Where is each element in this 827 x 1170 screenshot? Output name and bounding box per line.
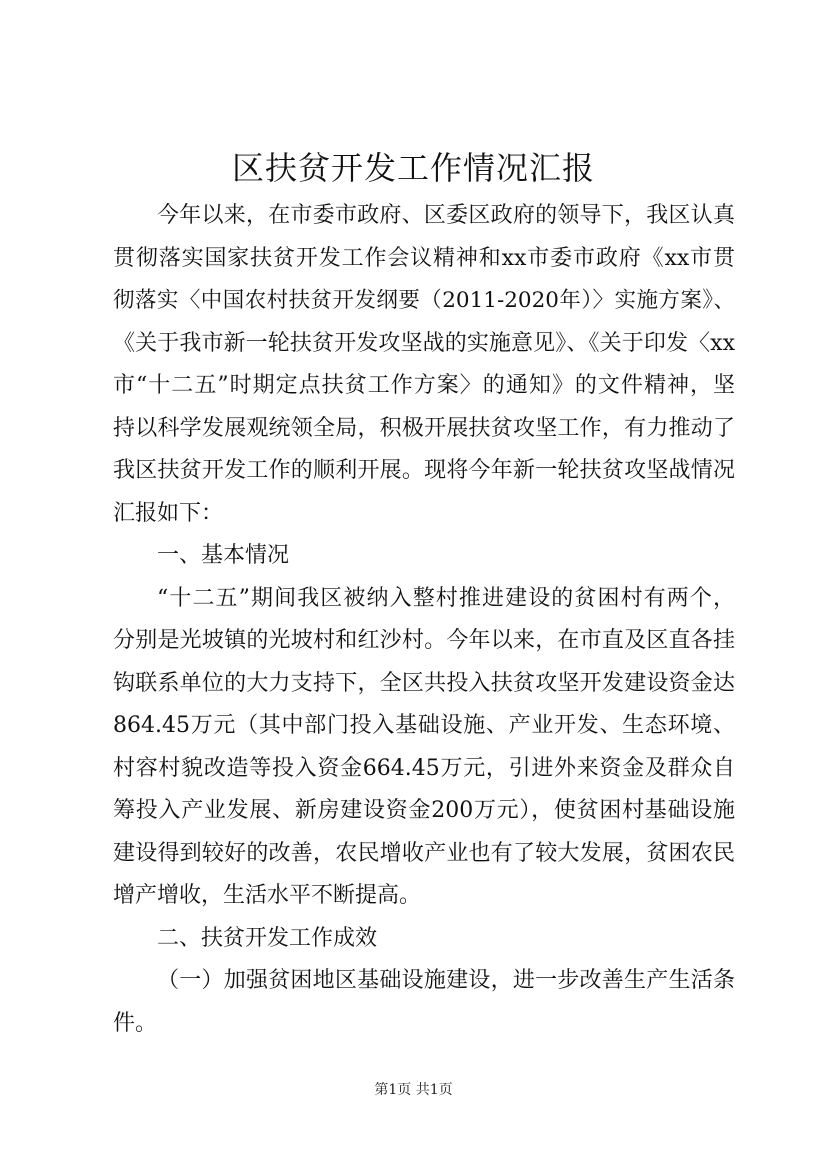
- paragraph-basic-situation: [113, 578, 735, 918]
- text-line: 村容村貌改造等投入资金664.45万元，引进外来资金及群众自: [113, 755, 735, 781]
- text-line: 《关于我市新一轮扶贫开发攻坚战的实施意见》、《关于印发〈xx: [113, 330, 735, 356]
- text-line: 彻落实〈中国农村扶贫开发纲要（2011-2020年）〉实施方案》、: [113, 288, 735, 313]
- text-line: （一）加强贫困地区基础设施建设，进一步改善生产生活条: [157, 968, 735, 993]
- text-line: 持以科学发展观统领全局，积极开展扶贫攻坚工作，有力推动了: [113, 415, 735, 441]
- paragraph-intro: [113, 195, 735, 535]
- text-line: 建设得到较好的改善，农民增收产业也有了较大发展，贫困农民: [113, 840, 735, 866]
- text-line: 汇报如下：: [113, 500, 224, 526]
- document-title: 区扶贫开发工作情况汇报: [231, 149, 595, 187]
- section-heading: 一、基本情况: [157, 543, 290, 568]
- text-line: 钩联系单位的大力支持下，全区共投入扶贫攻坚开发建设资金达: [113, 670, 735, 696]
- text-line: 增产增收，生活水平不断提高。: [113, 883, 422, 908]
- text-line: 我区扶贫开发工作的顺利开展。现将今年新一轮扶贫攻坚战情况: [113, 458, 735, 483]
- text-line: 贯彻落实国家扶贫开发工作会议精神和xx市委市政府《xx市贯: [113, 245, 735, 271]
- text-line: 筹投入产业发展、新房建设资金200万元），使贫困村基础设施: [113, 798, 735, 823]
- text-line: 今年以来，在市委市政府、区委区政府的领导下，我区认真: [157, 203, 735, 228]
- document-body: [113, 195, 735, 1045]
- section-heading-basic: [113, 535, 735, 578]
- text-line: 分别是光坡镇的光坡村和红沙村。今年以来，在市直及区直各挂: [113, 628, 735, 653]
- text-line: 件。: [113, 1010, 158, 1036]
- text-line: “十二五”期间我区被纳入整村推进建设的贫困村有两个，: [157, 585, 735, 611]
- section-heading: 二、扶贫开发工作成效: [157, 925, 378, 951]
- page-number-footer: 第1页 共1页: [374, 1082, 453, 1098]
- paragraph-infrastructure: [113, 960, 735, 1045]
- section-heading-results: [113, 918, 735, 961]
- text-line: 市“十二五”时期定点扶贫工作方案〉的通知》的文件精神，坚: [113, 373, 735, 398]
- text-line: 864.45万元（其中部门投入基础设施、产业开发、生态环境、: [113, 713, 735, 738]
